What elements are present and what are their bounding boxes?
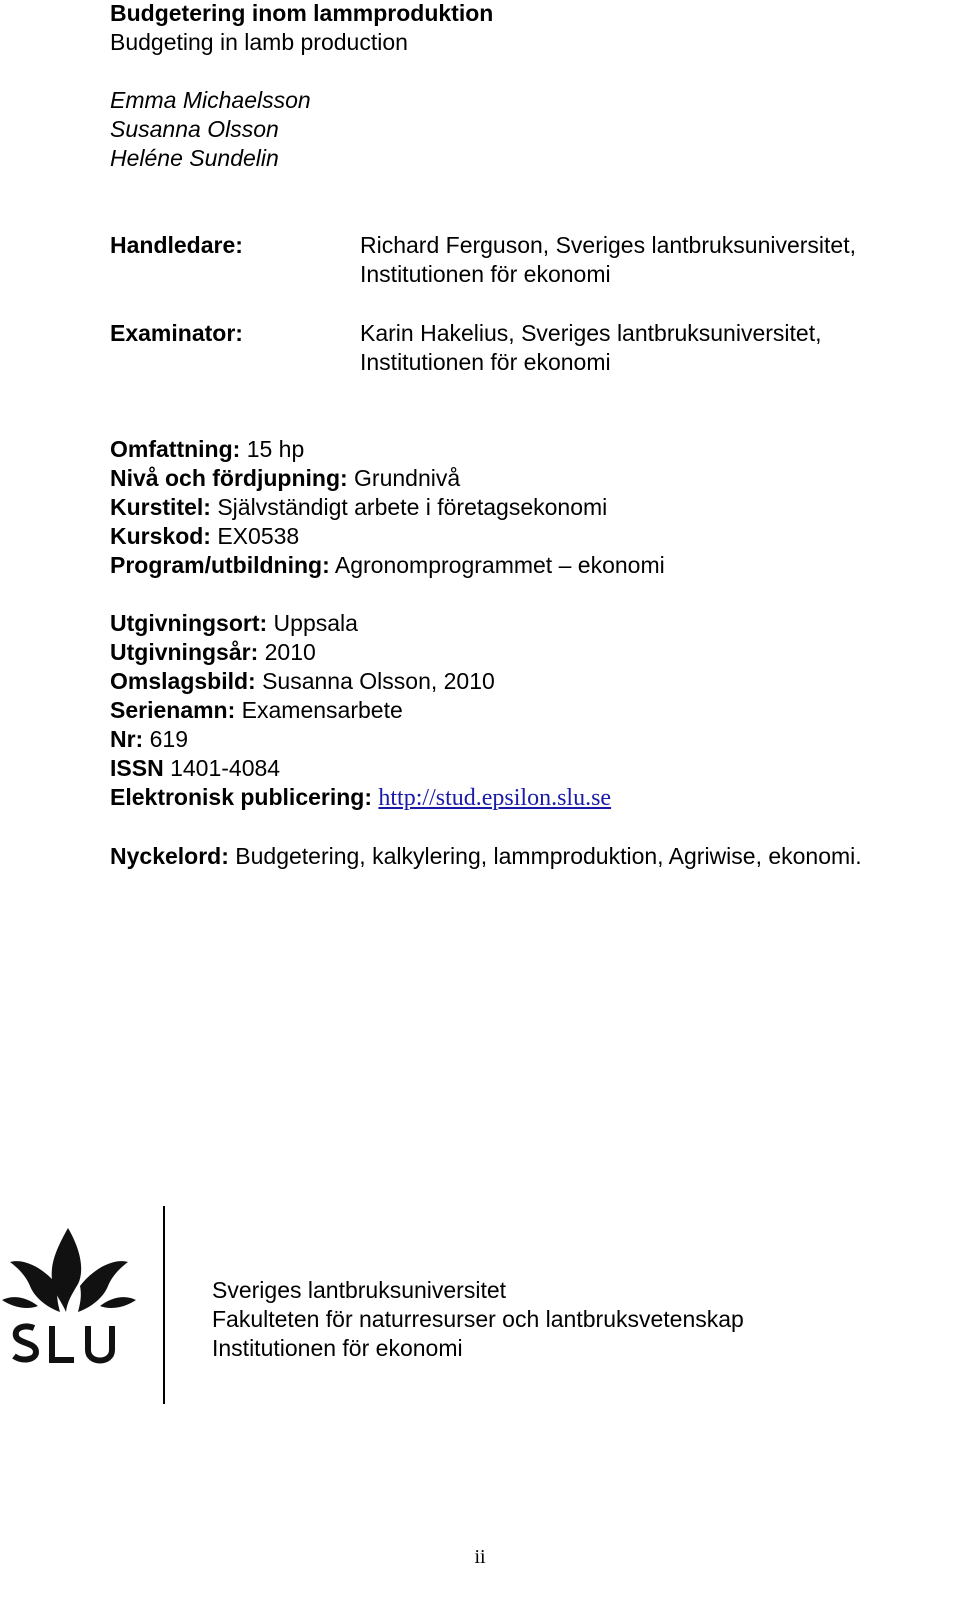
keywords bbox=[110, 842, 862, 871]
issn-row bbox=[110, 754, 611, 783]
course-code-label: Kurskod: bbox=[110, 523, 211, 549]
nr-label: Nr: bbox=[110, 726, 144, 752]
place-value: Uppsala bbox=[273, 610, 358, 636]
supervisor-line2: Institutionen för ekonomi bbox=[360, 261, 611, 287]
epub-row bbox=[110, 783, 611, 812]
level-value: Grundnivå bbox=[354, 465, 461, 491]
issn-label: ISSN bbox=[110, 755, 164, 781]
epub-label: Elektronisk publicering: bbox=[110, 784, 372, 810]
title-block bbox=[110, 0, 493, 57]
examiner-line1: Karin Hakelius, Sveriges lantbruksuniversitet, bbox=[360, 320, 822, 346]
slu-logo-icon bbox=[0, 1228, 140, 1368]
supervisor-label: Handledare: bbox=[110, 232, 243, 258]
supervisor-value bbox=[360, 231, 856, 289]
epub-link[interactable]: http://stud.epsilon.slu.se bbox=[378, 785, 612, 811]
author: Emma Michaelsson bbox=[110, 87, 311, 113]
department-name: Institutionen för ekonomi bbox=[212, 1335, 463, 1361]
issn-value: 1401-4084 bbox=[170, 755, 281, 781]
institution-block bbox=[212, 1276, 744, 1363]
university-name: Sveriges lantbruksuniversitet bbox=[212, 1277, 507, 1303]
course-title-label: Kurstitel: bbox=[110, 494, 211, 520]
examiner-line2: Institutionen för ekonomi bbox=[360, 349, 611, 375]
supervisor-row bbox=[110, 231, 960, 319]
examiner-label: Examinator: bbox=[110, 320, 243, 346]
nr-value: 619 bbox=[149, 726, 188, 752]
level-label: Nivå och fördjupning: bbox=[110, 465, 348, 491]
place-row bbox=[110, 609, 611, 638]
cover-label: Omslagsbild: bbox=[110, 668, 256, 694]
course-code-row bbox=[110, 522, 665, 551]
place-label: Utgivningsort: bbox=[110, 610, 268, 636]
program-label: Program/utbildning: bbox=[110, 552, 330, 578]
examiner-value bbox=[360, 319, 821, 377]
cover-row bbox=[110, 667, 611, 696]
cover-value: Susanna Olsson, 2010 bbox=[262, 668, 495, 694]
program-value: Agronomprogrammet – ekonomi bbox=[334, 552, 665, 578]
author-list bbox=[110, 86, 311, 173]
course-title-value: Självständigt arbete i företagsekonomi bbox=[217, 494, 608, 520]
scope-label: Omfattning: bbox=[110, 436, 241, 462]
course-title-row bbox=[110, 493, 665, 522]
supervisor-line1: Richard Ferguson, Sveriges lantbruksuniversitet, bbox=[360, 232, 857, 258]
divider-line bbox=[163, 1206, 165, 1404]
program-row bbox=[110, 551, 665, 580]
course-info bbox=[110, 435, 665, 580]
course-code-value: EX0538 bbox=[217, 523, 300, 549]
series-label: Serienamn: bbox=[110, 697, 236, 723]
examiner-row bbox=[110, 319, 960, 407]
faculty-name: Fakulteten för naturresurser och lantbruksvetenskap bbox=[212, 1306, 744, 1332]
author: Heléne Sundelin bbox=[110, 145, 279, 171]
series-value: Examensarbete bbox=[241, 697, 403, 723]
author: Susanna Olsson bbox=[110, 116, 279, 142]
publication-info bbox=[110, 609, 611, 812]
page-number: ii bbox=[474, 1546, 486, 1568]
year-value: 2010 bbox=[264, 639, 316, 665]
series-row bbox=[110, 696, 611, 725]
nr-row bbox=[110, 725, 611, 754]
year-row bbox=[110, 638, 611, 667]
keywords-value: Budgetering, kalkylering, lammproduktion, Agriwise, ekonomi. bbox=[235, 843, 862, 869]
level-row bbox=[110, 464, 665, 493]
scope-row bbox=[110, 435, 665, 464]
title-swedish: Budgetering inom lammproduktion bbox=[110, 0, 494, 26]
title-english: Budgeting in lamb production bbox=[110, 29, 408, 55]
scope-value: 15 hp bbox=[246, 436, 305, 462]
supervision-section bbox=[110, 231, 960, 407]
year-label: Utgivningsår: bbox=[110, 639, 259, 665]
keywords-row bbox=[110, 842, 862, 871]
keywords-label: Nyckelord: bbox=[110, 843, 229, 869]
